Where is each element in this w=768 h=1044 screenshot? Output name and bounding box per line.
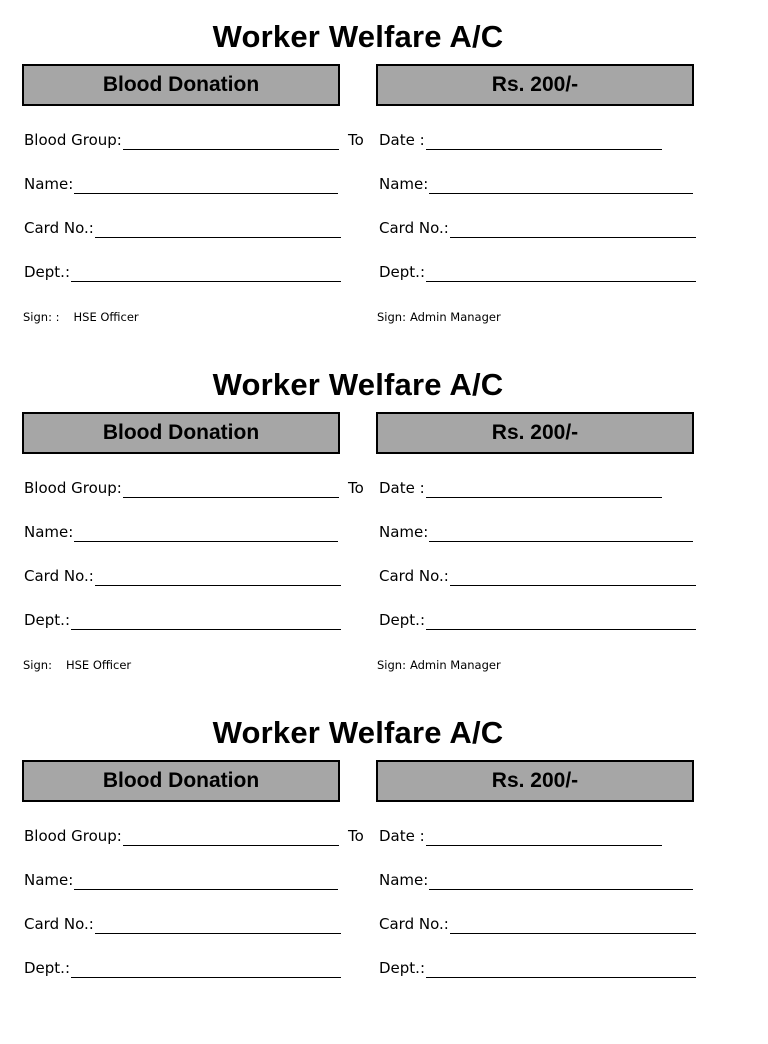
date-line: [426, 135, 662, 150]
slip-title: Worker Welfare A/C: [212, 715, 504, 750]
name-label: Name:: [24, 523, 74, 541]
sign-label: Sign: :: [23, 310, 60, 324]
date-label: Date :: [379, 827, 425, 845]
donation-slip: [0, 696, 768, 1044]
card-no-label: Card No.:: [24, 219, 94, 237]
sign-label: Sign:: [377, 658, 406, 672]
name-field-right[interactable]: [379, 522, 693, 542]
card-no-label: Card No.:: [24, 915, 94, 933]
blood-donation-header: Blood Donation: [22, 64, 340, 106]
sign-hse-officer: [23, 309, 139, 325]
card-no-field-right[interactable]: [379, 218, 696, 238]
sign-name: Admin Manager: [409, 310, 501, 324]
sign-name: HSE Officer: [65, 658, 132, 672]
to-label: To: [348, 479, 364, 497]
amount-header: Rs. 200/-: [376, 760, 694, 802]
name-label: Name:: [24, 175, 74, 193]
card-no-line: [450, 919, 696, 934]
dept-label: Dept.:: [379, 611, 426, 629]
blood-group-field[interactable]: [24, 130, 339, 150]
card-no-line: [450, 223, 696, 238]
name-field-left[interactable]: [24, 522, 338, 542]
name-line: [429, 179, 693, 194]
dept-field-right[interactable]: [379, 958, 696, 978]
card-no-field-right[interactable]: [379, 566, 696, 586]
date-field[interactable]: [379, 826, 662, 846]
dept-label: Dept.:: [24, 959, 71, 977]
sign-label: Sign:: [23, 658, 52, 672]
slip-title: Worker Welfare A/C: [212, 19, 504, 54]
card-no-label: Card No.:: [379, 567, 449, 585]
name-line: [429, 527, 693, 542]
dept-line: [426, 267, 696, 282]
card-no-line: [95, 571, 341, 586]
dept-line: [426, 615, 696, 630]
to-label: To: [348, 131, 364, 149]
dept-line: [71, 963, 341, 978]
card-no-line: [450, 571, 696, 586]
name-label: Name:: [379, 871, 429, 889]
dept-field-left[interactable]: [24, 262, 341, 282]
blood-group-label: Blood Group:: [24, 479, 122, 497]
name-line: [429, 875, 693, 890]
dept-label: Dept.:: [379, 263, 426, 281]
dept-line: [426, 963, 696, 978]
dept-field-left[interactable]: [24, 958, 341, 978]
dept-field-left[interactable]: [24, 610, 341, 630]
card-no-field-left[interactable]: [24, 218, 341, 238]
date-label: Date :: [379, 131, 425, 149]
date-field[interactable]: [379, 130, 662, 150]
sign-admin-manager: [377, 657, 501, 673]
blood-group-line: [123, 135, 339, 150]
dept-line: [71, 267, 341, 282]
name-field-right[interactable]: [379, 174, 693, 194]
card-no-label: Card No.:: [379, 915, 449, 933]
name-line: [74, 875, 338, 890]
blood-donation-header: Blood Donation: [22, 760, 340, 802]
donation-slip: [0, 0, 768, 348]
blood-group-field[interactable]: [24, 826, 339, 846]
card-no-label: Card No.:: [24, 567, 94, 585]
amount-header: Rs. 200/-: [376, 412, 694, 454]
blood-group-field[interactable]: [24, 478, 339, 498]
blood-group-line: [123, 831, 339, 846]
amount-header: Rs. 200/-: [376, 64, 694, 106]
dept-line: [71, 615, 341, 630]
card-no-label: Card No.:: [379, 219, 449, 237]
card-no-field-left[interactable]: [24, 566, 341, 586]
date-label: Date :: [379, 479, 425, 497]
to-label: To: [348, 827, 364, 845]
sign-name: HSE Officer: [73, 310, 139, 324]
date-line: [426, 831, 662, 846]
dept-label: Dept.:: [24, 611, 71, 629]
card-no-field-left[interactable]: [24, 914, 341, 934]
card-no-line: [95, 223, 341, 238]
blood-group-label: Blood Group:: [24, 131, 122, 149]
name-label: Name:: [24, 871, 74, 889]
name-line: [74, 527, 338, 542]
date-field[interactable]: [379, 478, 662, 498]
sign-name: Admin Manager: [409, 658, 501, 672]
card-no-line: [95, 919, 341, 934]
donation-slip: [0, 348, 768, 696]
blood-group-label: Blood Group:: [24, 827, 122, 845]
name-field-right[interactable]: [379, 870, 693, 890]
dept-field-right[interactable]: [379, 262, 696, 282]
dept-label: Dept.:: [379, 959, 426, 977]
dept-label: Dept.:: [24, 263, 71, 281]
sign-admin-manager: [377, 309, 501, 325]
name-label: Name:: [379, 175, 429, 193]
blood-group-line: [123, 483, 339, 498]
date-line: [426, 483, 662, 498]
name-field-left[interactable]: [24, 174, 338, 194]
blood-donation-header: Blood Donation: [22, 412, 340, 454]
sign-label: Sign:: [377, 310, 406, 324]
slip-title: Worker Welfare A/C: [212, 367, 504, 402]
name-line: [74, 179, 338, 194]
name-label: Name:: [379, 523, 429, 541]
sign-hse-officer: [23, 657, 131, 673]
name-field-left[interactable]: [24, 870, 338, 890]
dept-field-right[interactable]: [379, 610, 696, 630]
card-no-field-right[interactable]: [379, 914, 696, 934]
